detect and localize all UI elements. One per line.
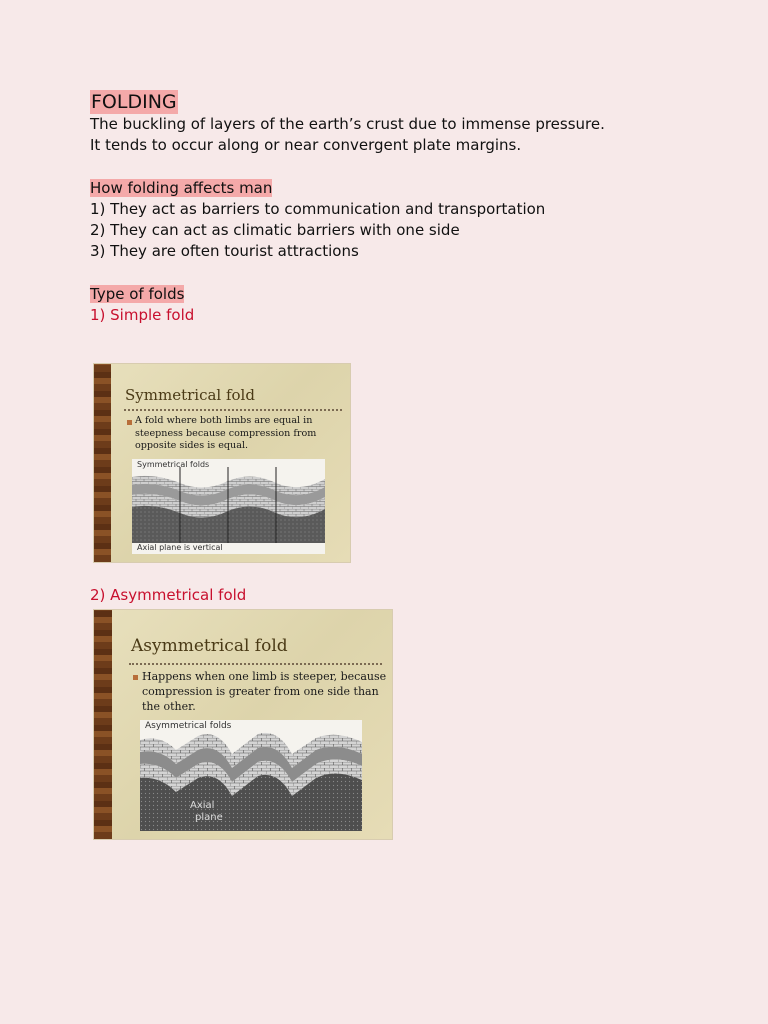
affects-heading: How folding affects man <box>90 179 273 197</box>
slide-title: Asymmetrical fold <box>131 636 288 656</box>
slide-title: Symmetrical fold <box>125 386 255 404</box>
slide-body: Happens when one limb is steeper, because compression is greater from one side than the other. <box>142 670 387 713</box>
intro-line-1: The buckling of layers of the earth’s crust due to immense pressure. <box>90 115 605 133</box>
bullet-icon <box>127 420 132 425</box>
slide-body: A fold where both limbs are equal in steepness because compression from opposite sides is equal. <box>135 415 317 451</box>
document-page <box>90 90 730 326</box>
slide-border-stripe <box>94 610 112 839</box>
symmetrical-fold-diagram <box>132 459 325 554</box>
affects-item-3: 3) They are often tourist attractions <box>90 242 359 260</box>
asymmetrical-fold-slide <box>94 610 392 839</box>
plane-caption: plane <box>195 812 223 823</box>
slide-border-stripe <box>94 364 111 562</box>
asymmetrical-fold-label: 2) Asymmetrical fold <box>90 586 247 604</box>
bullet-icon <box>133 675 138 680</box>
affects-item-1: 1) They act as barriers to communication and transportation <box>90 200 546 218</box>
simple-fold-label: 1) Simple fold <box>90 306 195 324</box>
diagram-caption: Symmetrical folds <box>137 460 210 469</box>
axial-plane-caption: Axial plane is vertical <box>137 543 223 552</box>
intro-line-2: It tends to occur along or near convergent plate margins. <box>90 136 522 154</box>
affects-item-2: 2) They can act as climatic barriers with one side <box>90 221 460 239</box>
slide-divider <box>129 663 382 665</box>
fold-layers-illustration <box>132 459 325 554</box>
asymmetrical-fold-diagram <box>140 720 362 831</box>
symmetrical-fold-slide <box>94 364 350 562</box>
diagram-caption: Asymmetrical folds <box>145 721 232 731</box>
page-title: FOLDING <box>91 91 177 113</box>
axial-caption: Axial <box>190 800 215 811</box>
fold-layers-illustration <box>140 720 362 831</box>
slide-divider <box>124 409 342 411</box>
types-heading: Type of folds <box>90 285 185 303</box>
